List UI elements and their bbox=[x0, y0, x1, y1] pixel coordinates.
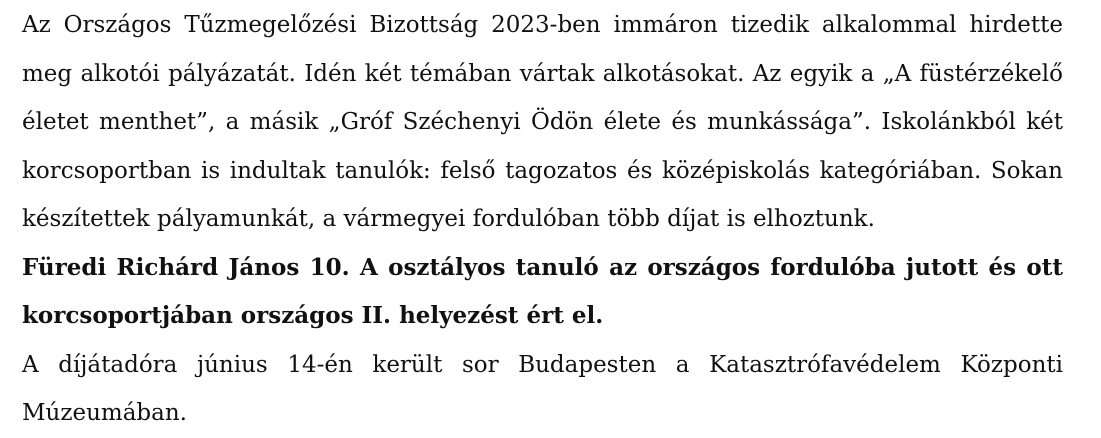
ceremony-paragraph: A díjátadóra június 14-én került sor Budapesten a Katasztrófavédelem Központi Múzeumában. bbox=[22, 351, 1063, 426]
award-highlight-paragraph: Füredi Richárd János 10. A osztályos tanuló az országos fordulóba jutott és ott korcsoportjában országos II. helyezést ért el. bbox=[22, 253, 1063, 329]
document-page bbox=[0, 1, 1101, 438]
intro-paragraph: Az Országos Tűzmegelőzési Bizottság 2023-ben immáron tizedik alkalommal hirdette meg alkotói pályázatát. Idén két témában vártak alkotásokat. Az egyik a „A füstérzékelő életet menthet”, a másik „Gróf Széchenyi Ödön élete és munkássága”. Iskolánkból két korcsoportban is indultak tanulók: felső tagozatos és középiskolás kategóriában. Sokan készítettek pályamunkát, a vármegyei fordulóban több díjat is elhoztunk. bbox=[22, 12, 1063, 232]
